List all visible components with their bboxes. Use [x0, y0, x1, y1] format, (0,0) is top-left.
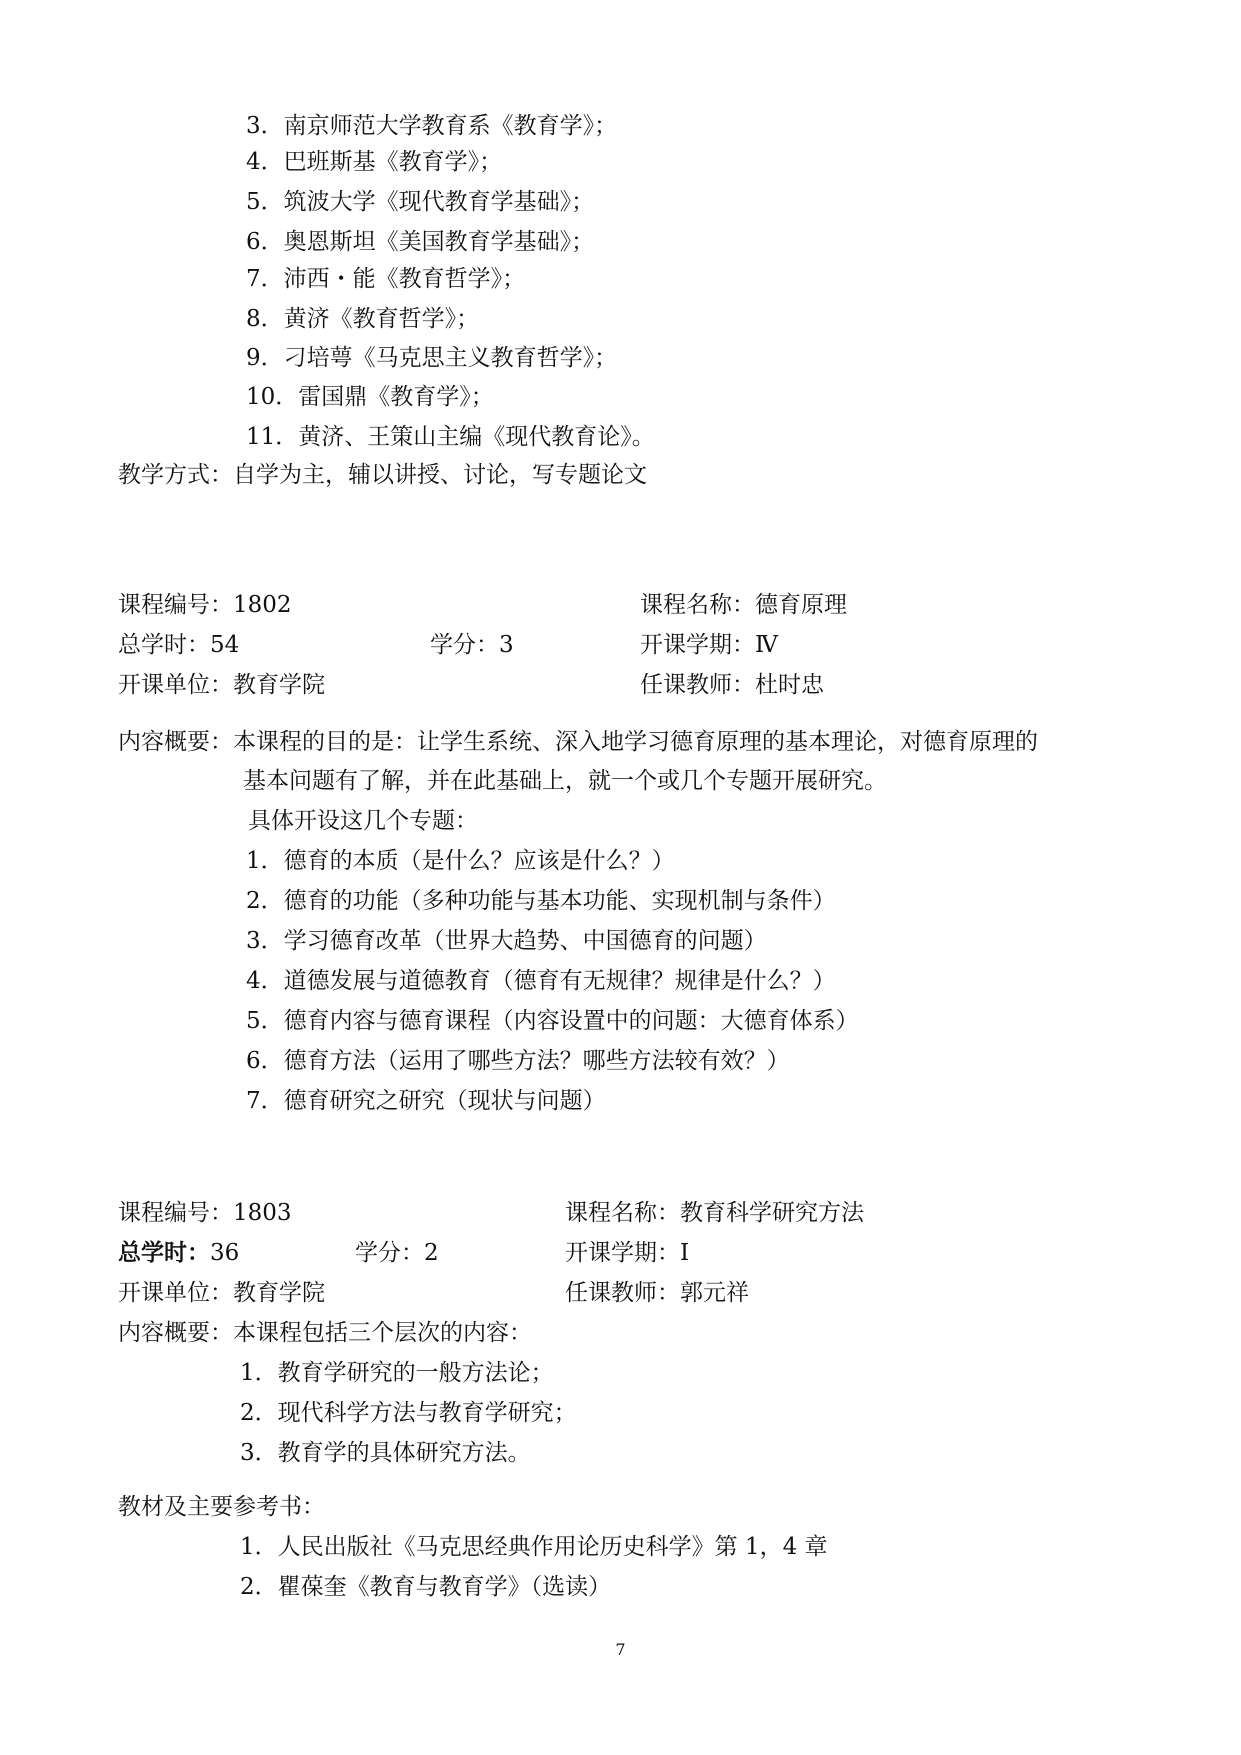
course1-topics-intro: 具体开设这几个专题： [248, 808, 478, 834]
course2-level-item: 1．教育学研究的一般方法论； [240, 1360, 554, 1386]
course1-credit-value: 3 [499, 632, 514, 658]
course2-unit-label: 开课单位： [118, 1280, 233, 1306]
course2-code-value: 1803 [233, 1200, 292, 1226]
course1-hours-label: 总学时： [118, 632, 210, 658]
course2-books-label: 教材及主要参考书： [118, 1494, 325, 1520]
course2-unit-value: 教育学院 [233, 1280, 325, 1306]
course1-credit [430, 630, 514, 660]
course1-name-label: 课程名称： [640, 592, 755, 618]
prev-ref-item: 7．沛西・能《教育哲学》； [246, 266, 526, 292]
prev-ref-item: 11．黄济、王策山主编《现代教育论》。 [246, 424, 655, 450]
prev-ref-item: 6．奥恩斯坦《美国教育学基础》； [246, 229, 595, 255]
prev-ref-item: 9．刁培萼《马克思主义教育哲学》； [246, 345, 618, 371]
course1-hours [118, 630, 239, 660]
teaching-method-value: 自学为主，辅以讲授、讨论，写专题论文 [233, 462, 647, 488]
course2-code-label: 课程编号： [118, 1200, 233, 1226]
course2-credit-label: 学分： [355, 1240, 424, 1266]
course1-summary-label: 内容概要： [118, 729, 233, 755]
course1-teacher-label: 任课教师： [640, 672, 755, 698]
course1-teacher-value: 杜时忠 [755, 672, 824, 698]
course2-credit [355, 1238, 439, 1268]
course1-summary-line: 本课程的目的是：让学生系统、深入地学习德育原理的基本理论，对德育原理的 [233, 729, 1038, 755]
course1-name [640, 590, 847, 620]
course2-summary [118, 1318, 532, 1348]
teaching-method [118, 460, 647, 490]
course1-code [118, 590, 292, 620]
course2-name-label: 课程名称： [565, 1200, 680, 1226]
course2-term-value: Ⅰ [680, 1240, 690, 1266]
course2-teacher-label: 任课教师： [565, 1280, 680, 1306]
course2-name-value: 教育科学研究方法 [680, 1200, 864, 1226]
course1-summary [118, 727, 1038, 757]
course1-topic-item: 2．德育的功能（多种功能与基本功能、实现机制与条件） [246, 888, 836, 914]
course1-topic-item: 3．学习德育改革（世界大趋势、中国德育的问题） [246, 928, 767, 954]
prev-ref-item: 5．筑波大学《现代教育学基础》； [246, 189, 595, 215]
course2-hours-value: 36 [210, 1240, 240, 1266]
course1-summary-line: 基本问题有了解，并在此基础上，就一个或几个专题开展研究。 [243, 768, 887, 794]
prev-ref-item: 10．雷国鼎《教育学》； [246, 384, 494, 410]
course2-level-item: 3．教育学的具体研究方法。 [240, 1440, 531, 1466]
course2-teacher-value: 郭元祥 [680, 1280, 749, 1306]
course2-level-item: 2．现代科学方法与教育学研究； [240, 1400, 577, 1426]
course2-book-item: 1．人民出版社《马克思经典作用论历史科学》第 1，4 章 [240, 1534, 828, 1560]
course1-code-value: 1802 [233, 592, 292, 618]
prev-ref-item: 3．南京师范大学教育系《教育学》； [246, 113, 618, 139]
course1-unit-value: 教育学院 [233, 672, 325, 698]
course1-topic-item: 4．道德发展与道德教育（德育有无规律？规律是什么？） [246, 968, 836, 994]
course2-summary-label: 内容概要： [118, 1320, 233, 1346]
course2-summary-value: 本课程包括三个层次的内容： [233, 1320, 532, 1346]
course1-code-label: 课程编号： [118, 592, 233, 618]
course2-term-label: 开课学期： [565, 1240, 680, 1266]
prev-ref-item: 4．巴班斯基《教育学》； [246, 149, 503, 175]
page-number: 7 [615, 1640, 626, 1659]
course1-topic-item: 7．德育研究之研究（现状与问题） [246, 1088, 606, 1114]
course2-term [565, 1238, 689, 1268]
course2-unit [118, 1278, 325, 1308]
course1-term-label: 开课学期： [640, 632, 755, 658]
course1-term [640, 630, 778, 660]
course2-hours-label: 总学时： [118, 1240, 210, 1266]
course2-teacher [565, 1278, 749, 1308]
course1-term-value: Ⅳ [755, 632, 778, 658]
course1-name-value: 德育原理 [755, 592, 847, 618]
course2-book-item: 2．瞿葆奎《教育与教育学》（选读） [240, 1574, 612, 1600]
course1-teacher [640, 670, 824, 700]
course1-topic-item: 6．德育方法（运用了哪些方法？哪些方法较有效？） [246, 1048, 790, 1074]
course1-hours-value: 54 [210, 632, 240, 658]
course2-credit-value: 2 [424, 1240, 439, 1266]
teaching-method-label: 教学方式： [118, 462, 233, 488]
course1-topic-item: 5．德育内容与德育课程（内容设置中的问题：大德育体系） [246, 1008, 859, 1034]
course1-unit-label: 开课单位： [118, 672, 233, 698]
course1-unit [118, 670, 325, 700]
prev-ref-item: 8．黄济《教育哲学》； [246, 306, 480, 332]
course1-credit-label: 学分： [430, 632, 499, 658]
course1-topic-item: 1．德育的本质（是什么？应该是什么？） [246, 848, 675, 874]
course2-code [118, 1198, 292, 1228]
course2-name [565, 1198, 864, 1228]
course2-hours [118, 1238, 239, 1268]
